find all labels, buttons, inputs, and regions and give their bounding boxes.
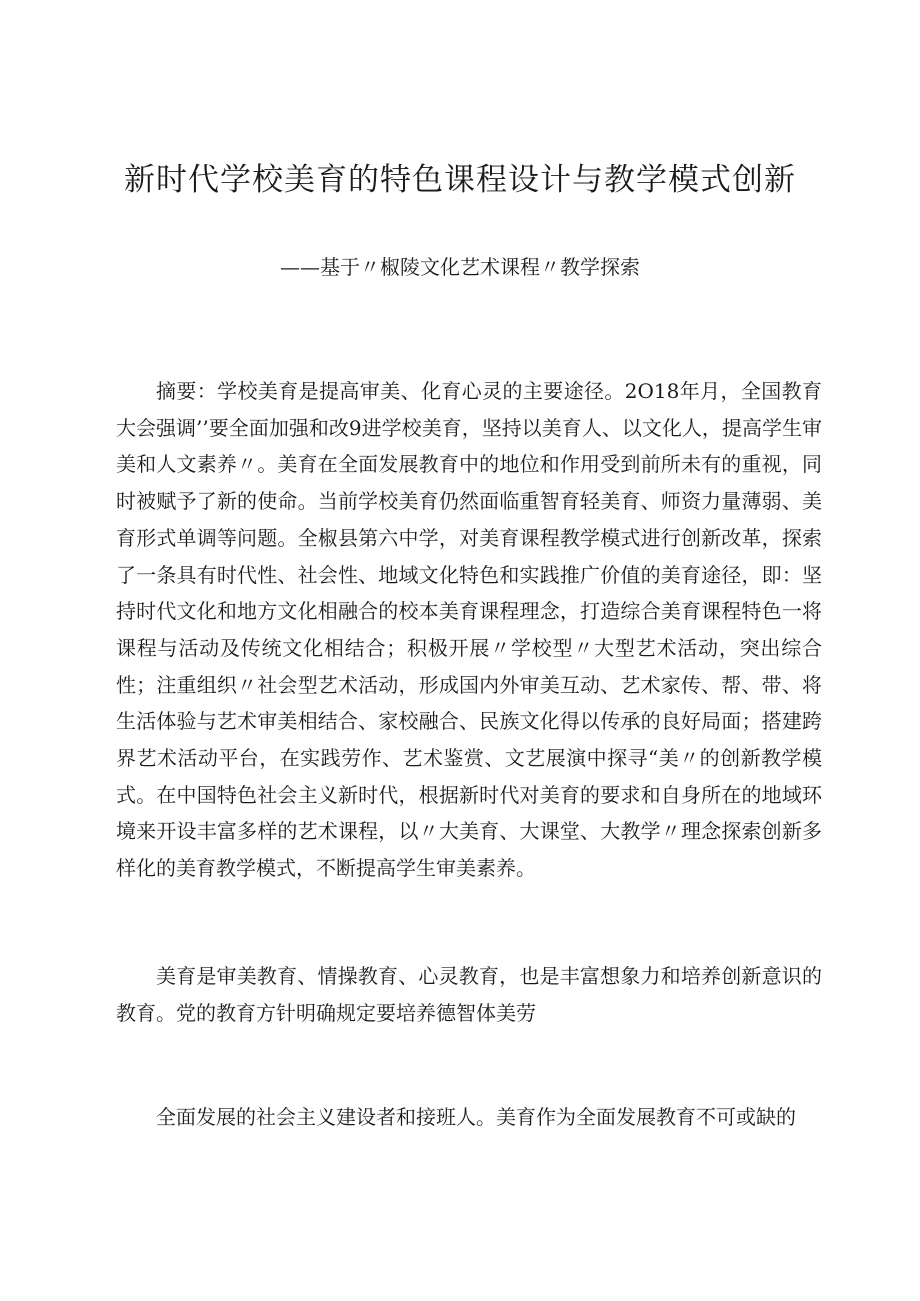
document-title: 新时代学校美育的特色课程设计与教学模式创新 <box>124 162 796 198</box>
document-subtitle: ——基于〃椒陵文化艺术课程〃教学探索 <box>280 255 640 279</box>
body-paragraph-2: 全面发展的社会主义建设者和接班人。美育作为全面发展教育不可或缺的 <box>156 1105 796 1129</box>
abstract-paragraph: 摘要：学校美育是提高审美、化育心灵的主要途径。2O18年月，全国教育大会强调’’要全面加强和改9进学校美育，坚持以美育人、以文化人，提高学生审美和人文素养〃。美育在全面发展教育中的地位和作用受到前所未有的重视，同时被赋予了新的使命。当前学校美育仍然面临重智育轻美育、师资力量薄弱、美育形式单调等问题。全椒县第六中学，对美育课程教学模式进行创新改革，探索了一条具有时代性、社会性、地域文化特色和实践推广价值的美育途径，即：坚持时代文化和地方文化相融合的校本美育课程理念，打造综合美育课程特色一将课程与活动及传统文化相结合；积极开展〃学校型〃大型艺术活动，突出综合性；注重组织〃社会型艺术活动，形成国内外审美互动、艺术家传、帮、带、将生活体验与艺术审美相结合、家校融合、民族文化得以传承的良好局面；搭建跨界艺术活动平台，在实践劳作、艺术鉴赏、文艺展演中探寻“美〃的创新教学模式。在中国特色社会主义新时代，根据新时代对美育的要求和自身所在的地域环境来开设丰富多样的艺术课程，以〃大美育、大课堂、大教学〃理念探索创新多样化的美育教学模式，不断提高学生审美素养。 <box>116 379 822 881</box>
body-paragraph-1: 美育是审美教育、情操教育、心灵教育，也是丰富想象力和培养创新意识的教育。党的教育方针明确规定要培养德智体美劳 <box>116 964 822 1025</box>
